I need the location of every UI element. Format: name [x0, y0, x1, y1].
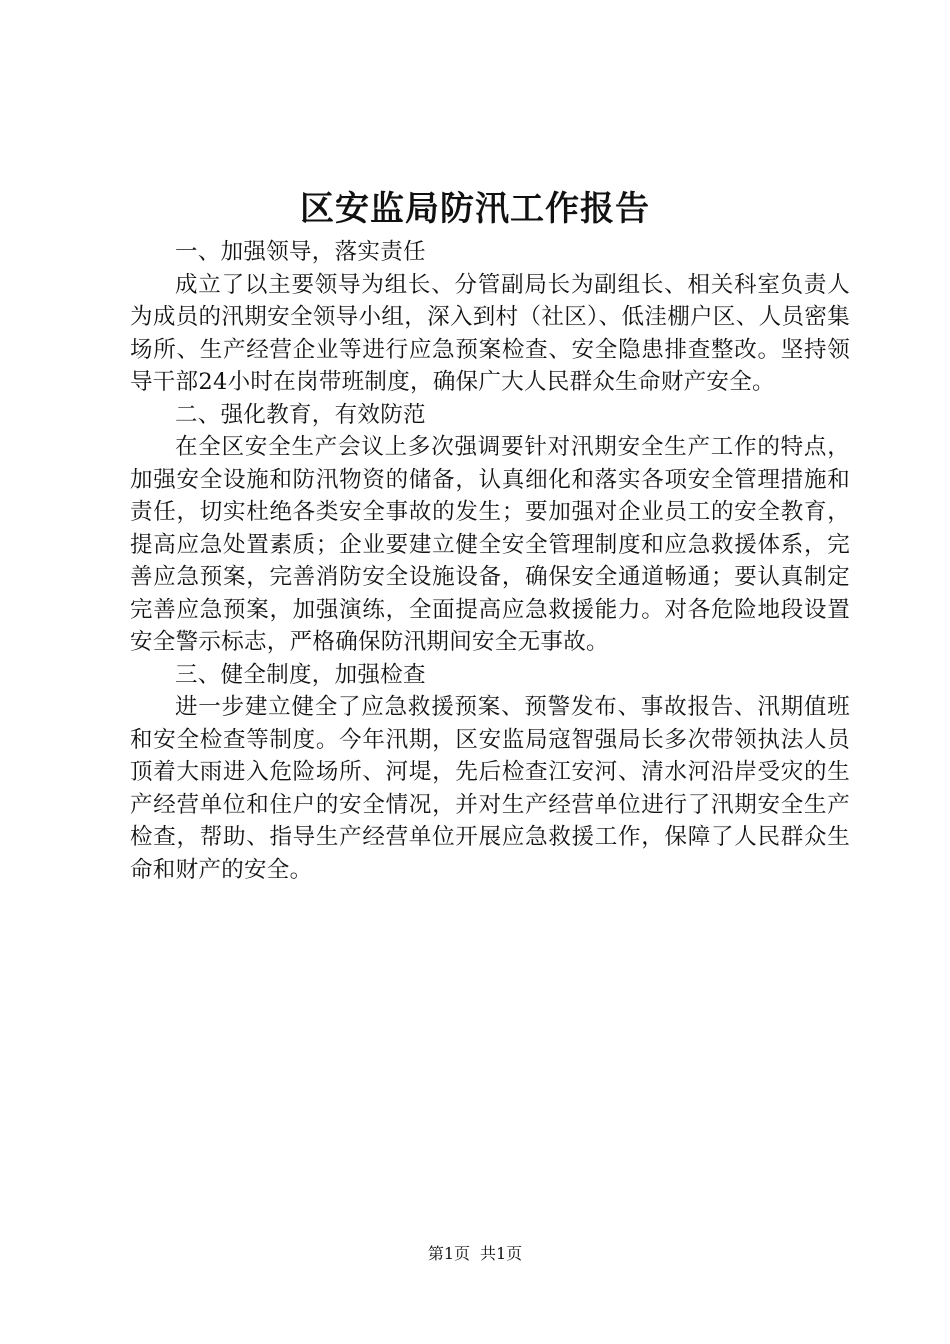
document-body	[130, 236, 850, 886]
section-paragraph-1: 成立了以主要领导为组长、分管副局长为副组长、相关科室负责人为成员的汛期安全领导小组，深入到村（社区）、低洼棚户区、人员密集场所、生产经营企业等进行应急预案检查、安全隐患排查整改。坚持领导干部24小时在岗带班制度，确保广大人民群众生命财产安全。	[130, 271, 850, 395]
section-heading-2: 二、强化教育，有效防范	[175, 401, 426, 428]
section-paragraph-3: 进一步建立健全了应急救援预案、预警发布、事故报告、汛期值班和安全检查等制度。今年汛期，区安监局寇智强局长多次带领执法人员顶着大雨进入危险场所、河堤，先后检查江安河、清水河沿岸受灾的生产经营单位和住户的安全情况，并对生产经营单位进行了汛期安全生产检查，帮助、指导生产经营单位开展应急救援工作，保障了人民群众生命和财产的安全。	[130, 694, 850, 883]
section-heading-3: 三、健全制度，加强检查	[175, 661, 426, 688]
section-paragraph-2: 在全区安全生产会议上多次强调要针对汛期安全生产工作的特点，加强安全设施和防汛物资的储备，认真细化和落实各项安全管理措施和责任，切实杜绝各类安全事故的发生；要加强对企业员工的安全教育，提高应急处置素质；企业要建立健全安全管理制度和应急救援体系，完善应急预案，完善消防安全设施设备，确保安全通道畅通；要认真制定完善应急预案，加强演练，全面提高应急救援能力。对各危险地段设置安全警示标志，严格确保防汛期间安全无事故。	[130, 434, 850, 655]
page-footer	[0, 1242, 950, 1266]
page-number-current: 第1页	[427, 1244, 470, 1263]
page-number-total: 共1页	[480, 1244, 523, 1263]
document-title: 区安监局防汛工作报告	[300, 189, 650, 229]
section-heading-1: 一、加强领导，落实责任	[175, 239, 426, 265]
